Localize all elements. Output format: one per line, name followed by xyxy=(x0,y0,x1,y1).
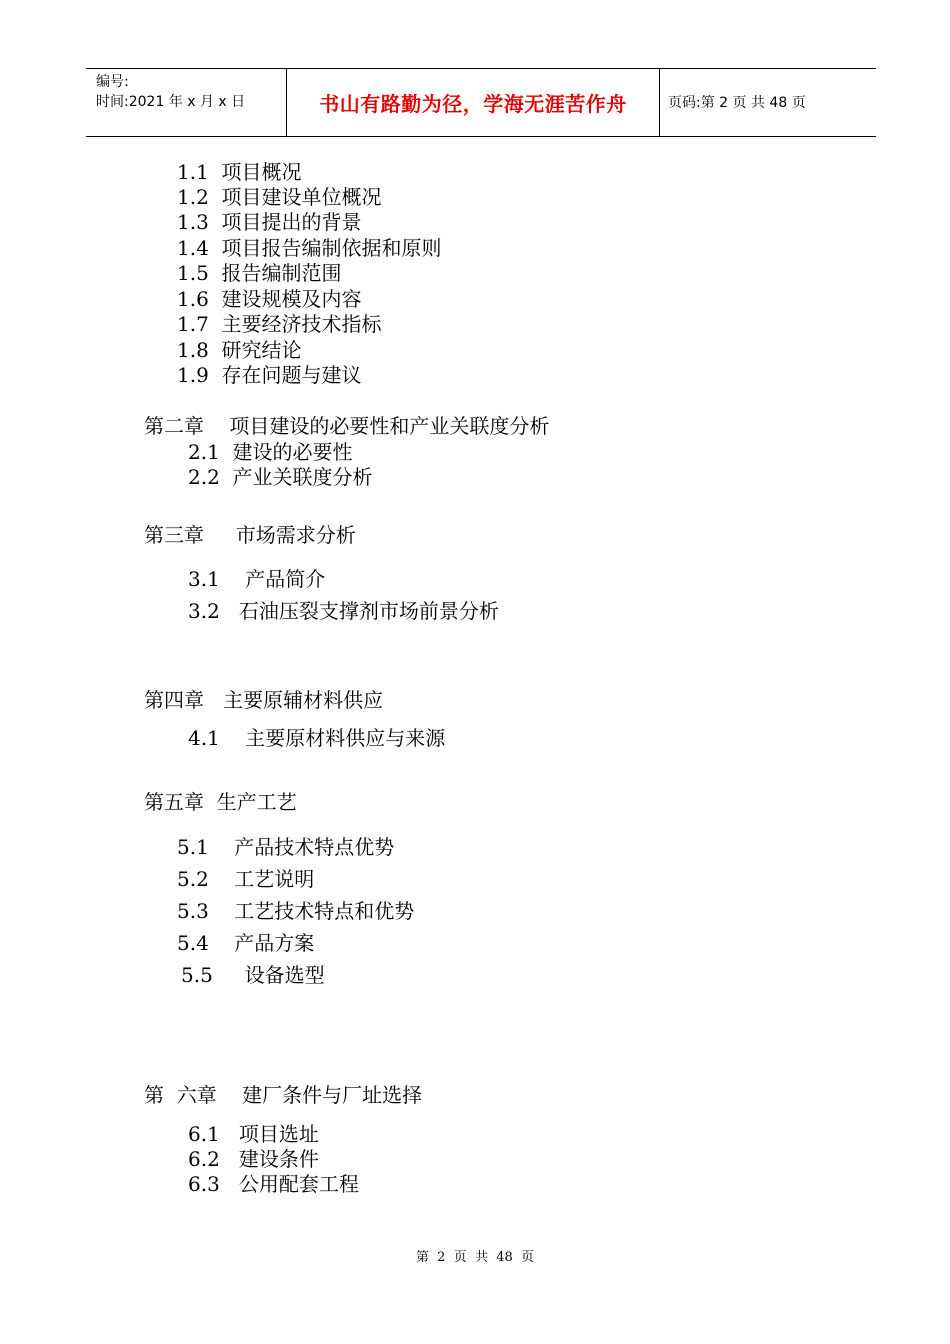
toc-section-5-4: 5.4 产品方案 xyxy=(177,931,315,955)
document-time-label: 时间:2021 年 x 月 x 日 xyxy=(96,94,246,110)
toc-section-1-5: 1.5 报告编制范围 xyxy=(177,261,342,285)
toc-section-6-1: 6.1 项目选址 xyxy=(188,1122,319,1146)
toc-chapter-3: 第三章 市场需求分析 xyxy=(144,523,356,547)
page-footer: 第 2 页 共 48 页 xyxy=(415,1250,535,1265)
toc-section-2-2: 2.2 产业关联度分析 xyxy=(188,465,373,489)
document-number-label: 编号: xyxy=(96,74,129,90)
header-motto-cell xyxy=(287,69,660,136)
toc-section-1-3: 1.3 项目提出的背景 xyxy=(177,210,362,234)
toc-section-5-3: 5.3 工艺技术特点和优势 xyxy=(177,899,415,923)
header-page-label: 页码:第 2 页 共 48 页 xyxy=(668,94,806,111)
toc-section-2-1: 2.1 建设的必要性 xyxy=(188,440,353,464)
toc-section-1-4: 1.4 项目报告编制依据和原则 xyxy=(177,236,442,260)
toc-section-3-2: 3.2 石油压裂支撑剂市场前景分析 xyxy=(188,599,499,623)
toc-section-5-2: 5.2 工艺说明 xyxy=(177,867,315,891)
toc-section-1-6: 1.6 建设规模及内容 xyxy=(177,287,362,311)
toc-section-1-7: 1.7 主要经济技术指标 xyxy=(177,312,382,336)
header-page-cell xyxy=(660,69,876,136)
toc-chapter-5: 第五章 生产工艺 xyxy=(144,790,297,814)
page-header xyxy=(86,68,876,137)
toc-chapter-2: 第二章 项目建设的必要性和产业关联度分析 xyxy=(144,414,550,438)
toc-chapter-6: 第 六章 建厂条件与厂址选择 xyxy=(144,1083,423,1107)
toc-section-5-1: 5.1 产品技术特点优势 xyxy=(177,835,395,859)
toc-chapter-4: 第四章 主要原辅材料供应 xyxy=(144,688,384,712)
toc-section-1-8: 1.8 研究结论 xyxy=(177,338,302,362)
toc-section-5-5: 5.5 设备选型 xyxy=(181,963,325,987)
toc-section-3-1: 3.1 产品简介 xyxy=(188,567,326,591)
toc-section-6-3: 6.3 公用配套工程 xyxy=(188,1172,359,1196)
toc-section-6-2: 6.2 建设条件 xyxy=(188,1147,319,1171)
toc-section-4-1: 4.1 主要原材料供应与来源 xyxy=(188,726,446,750)
header-motto: 书山有路勤为径，学海无涯苦作舟 xyxy=(319,92,627,116)
toc-section-1-9: 1.9 存在问题与建议 xyxy=(177,363,362,387)
toc-section-1-2: 1.2 项目建设单位概况 xyxy=(177,185,382,209)
header-meta-cell xyxy=(86,69,287,136)
toc-section-1-1: 1.1 项目概况 xyxy=(177,160,302,184)
